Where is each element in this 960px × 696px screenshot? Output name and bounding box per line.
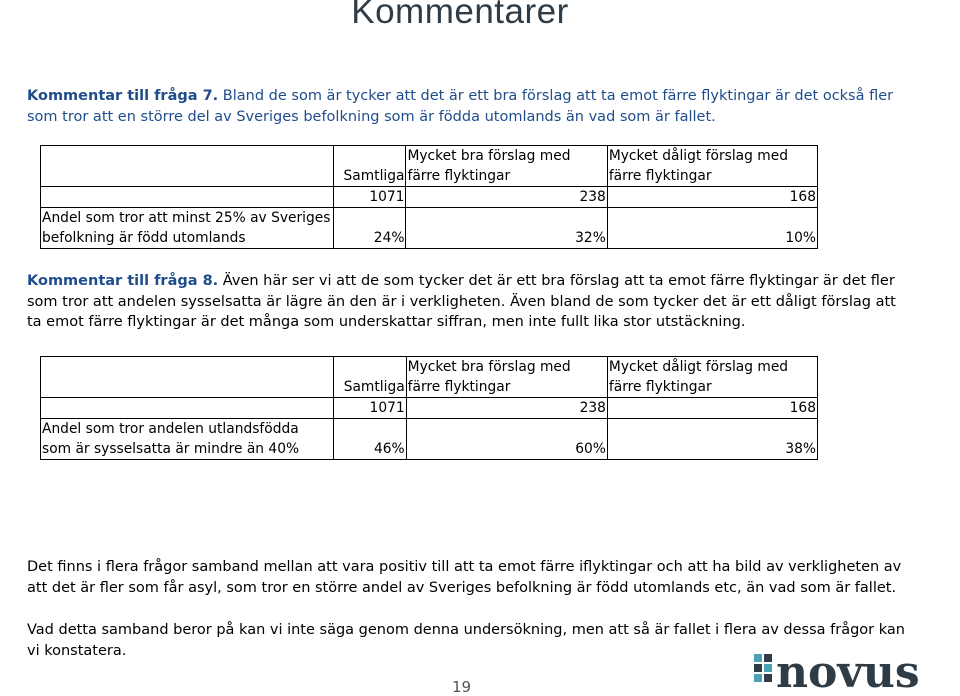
table-row xyxy=(41,419,818,460)
comment-7-label: Kommentar till fråga 7. xyxy=(27,88,219,104)
count-row-label xyxy=(41,398,334,419)
comment-8-label: Kommentar till fråga 8. xyxy=(27,273,219,289)
value-bad-proposal: 38% xyxy=(607,419,817,460)
value-samtliga: 46% xyxy=(333,419,406,460)
comment-8-text: Även här ser vi att de som tycker det är ett bra förslag att ta emot färre flyktingar är det fler som tror att andelen sysselsatta är lägre än den är i verkligheten. Även bland de som tycker det är ett dåligt förslag att ta emot färre flyktingar är det många som underskattar siffran, men inte fullt lika stor utstäckning. xyxy=(27,273,896,330)
header-samtliga: Samtliga xyxy=(333,357,406,398)
count-samtliga: 1071 xyxy=(333,398,406,419)
comment-7-text: Bland de som är tycker att det är ett bra förslag att ta emot färre flyktingar är det också fler som tror att en större del av Sveriges befolkning som är födda utomlands än vad som är fallet. xyxy=(27,88,894,125)
table-header-row xyxy=(41,357,818,398)
count-samtliga: 1071 xyxy=(333,187,406,208)
header-bad-proposal: Mycket dåligt förslag med färre flyktingar xyxy=(607,146,817,187)
count-good-proposal: 238 xyxy=(406,398,607,419)
header-good-proposal: Mycket bra förslag med färre flyktingar xyxy=(406,146,607,187)
conclusion-paragraph: Vad detta samband beror på kan vi inte säga genom denna undersökning, men att så är fallet i flera av dessa frågor kan vi konstatera. xyxy=(27,622,905,659)
table-header-row xyxy=(41,146,818,187)
count-bad-proposal: 168 xyxy=(607,187,817,208)
row-label: Andel som tror andelen utlandsfödda som är sysselsatta är mindre än 40% xyxy=(41,419,334,460)
comment-question-8 xyxy=(27,271,907,333)
value-samtliga: 24% xyxy=(333,208,406,249)
results-table-question-7 xyxy=(40,145,818,249)
table-row xyxy=(41,208,818,249)
logo-text: novus xyxy=(776,652,920,692)
value-bad-proposal: 10% xyxy=(607,208,817,249)
header-bad-proposal: Mycket dåligt förslag med färre flyktingar xyxy=(607,357,817,398)
page-title: Kommentarer xyxy=(351,0,569,31)
table-header-empty xyxy=(41,357,334,398)
novus-logo-icon xyxy=(752,652,960,692)
results-table-question-8 xyxy=(40,356,818,460)
table-header-empty xyxy=(41,146,334,187)
table-count-row xyxy=(41,398,818,419)
header-samtliga: Samtliga xyxy=(333,146,406,187)
count-good-proposal: 238 xyxy=(406,187,607,208)
value-good-proposal: 32% xyxy=(406,208,607,249)
row-label: Andel som tror att minst 25% av Sveriges befolkning är född utomlands xyxy=(41,208,334,249)
summary-paragraph: Det finns i flera frågor samband mellan att vara positiv till att ta emot färre iflyktingar och att ha bild av verkligheten av att det är fler som får asyl, som tror en större andel av Sveriges befolkning är född utomlands etc, än vad som är fallet. xyxy=(27,559,902,596)
comment-question-7 xyxy=(27,86,907,127)
novus-logo xyxy=(752,652,960,692)
page-number: 19 xyxy=(452,678,472,696)
header-good-proposal: Mycket bra förslag med färre flyktingar xyxy=(406,357,607,398)
count-bad-proposal: 168 xyxy=(607,398,817,419)
value-good-proposal: 60% xyxy=(406,419,607,460)
table-count-row xyxy=(41,187,818,208)
count-row-label xyxy=(41,187,334,208)
